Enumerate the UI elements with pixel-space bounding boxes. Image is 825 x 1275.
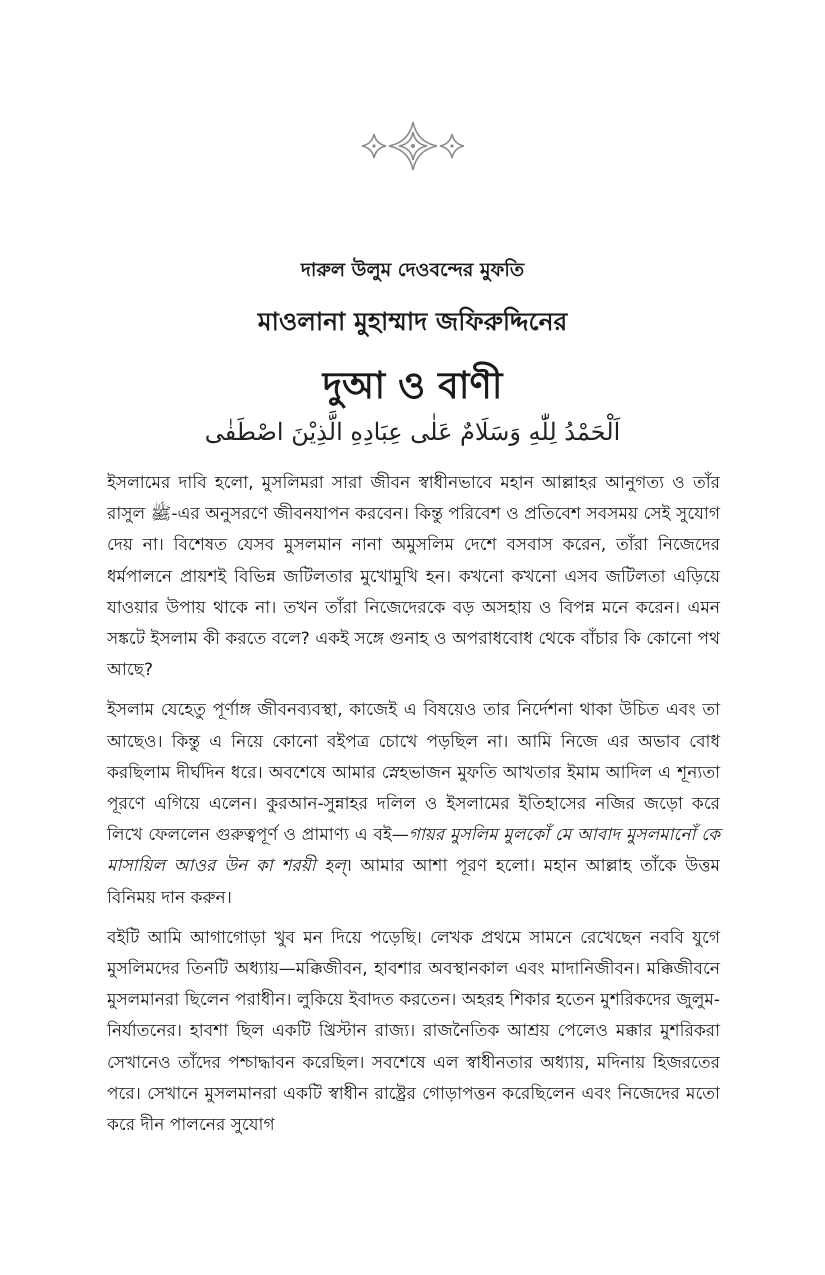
- star-ornament-icon: [358, 118, 468, 174]
- book-title-italic: গায়র মুসলিম মুলকোঁ মে আবাদ মুসলমানোঁ কে মাসায়িল আওর উন কা শরয়ী হল্: [107, 825, 720, 877]
- page-title: দুআ ও বাণী: [322, 364, 503, 407]
- paragraph-2: [107, 695, 720, 913]
- body-text: [107, 468, 720, 1150]
- arabic-invocation: اَلْحَمْدُ لِلّٰهِ وَسَلَامٌ عَلٰى عِبَادِهِ الَّذِيْنَ اصْطَفٰى: [204, 418, 621, 446]
- paragraph-1: ইসলামের দাবি হলো, মুসলিমরা সারা জীবন স্বাধীনভাবে মহান আল্লাহর আনুগত্য ও তাঁর রাসুল ﷺ-এর অনুসরণে জীবনযাপন করবেন। কিন্তু পরিবেশ ও প্রতিবেশ সবসময় সেই সুযোগ দেয় না। বিশেষত যেসব মুসলমান নানা অমুসলিম দেশে বসবাস করেন, তাঁরা নিজেদের ধর্মপালনে প্রায়শই বিভিন্ন জটিলতার মুখোমুখি হন। কখনো কখনো এসব জটিলতা এড়িয়ে যাওয়ার উপায় থাকে না। তখন তাঁরা নিজেদেরকে বড় অসহায় ও বিপন্ন মনে করেন। এমন সঙ্কটে ইসলাম কী করতে বলে? একই সঙ্গে গুনাহ ও অপরাধবোধ থেকে বাঁচার কি কোনো পথ আছে?: [107, 473, 720, 681]
- header-ornament: [0, 118, 825, 174]
- author-name-heading: মাওলানা মুহাম্মাদ জফিরুদ্দিনের: [257, 307, 568, 336]
- paragraph-2-ending: । আমার আশা পূরণ হলো। মহান আল্লাহ তাঁকে উত্তম বিনিময় দান করুন।: [107, 856, 720, 908]
- subtitle: দারুল উলুম দেওবন্দের মুফতি: [300, 259, 525, 281]
- paragraph-2-text: ইসলাম যেহেতু পূর্ণাঙ্গ জীবনব্যবস্থা, কাজেই এ বিষয়েও তার নির্দেশনা থাকা উচিত এবং তা আছেও। কিন্তু এ নিয়ে কোনো বইপত্র চোখে পড়ছিল না। আমি নিজে এর অভাব বোধ করছিলাম দীর্ঘদিন ধরে। অবশেষে আমার স্নেহভাজন মুফতি আখতার ইমাম আদিল এ শূন্যতা পূরণে এগিয়ে এলেন। কুরআন-সুন্নাহর দলিল ও ইসলামের ইতিহাসের নজির জড়ো করে লিখে ফেললেন গুরুত্বপূর্ণ ও প্রামাণ্য এ বই—: [107, 700, 720, 846]
- paragraph-3: বইটি আমি আগাগোড়া খুব মন দিয়ে পড়েছি। লেখক প্রথমে সামনে রেখেছেন নববি যুগে মুসলিমদের তিনটি অধ্যায়—মক্কিজীবন, হাবশার অবস্থানকাল এবং মাদানিজীবন। মক্কিজীবনে মুসলমানরা ছিলেন পরাধীন। লুকিয়ে ইবাদত করতেন। অহরহ শিকার হতেন মুশরিকদের জুলুম-নির্যাতনের। হাবশা ছিল একটি খ্রিস্টান রাজ্য। রাজনৈতিক আশ্রয় পেলেও মক্কার মুশরিকরা সেখানেও তাঁদের পশ্চাদ্ধাবন করেছিল। সবশেষে এল স্বাধীনতার অধ্যায়, মদিনায় হিজরতের পরে। সেখানে মুসলমানরা একটি স্বাধীন রাষ্ট্রের গোড়াপত্তন করেছিলেন এবং নিজেদের মতো করে দীন পালনের সুযোগ: [107, 927, 720, 1136]
